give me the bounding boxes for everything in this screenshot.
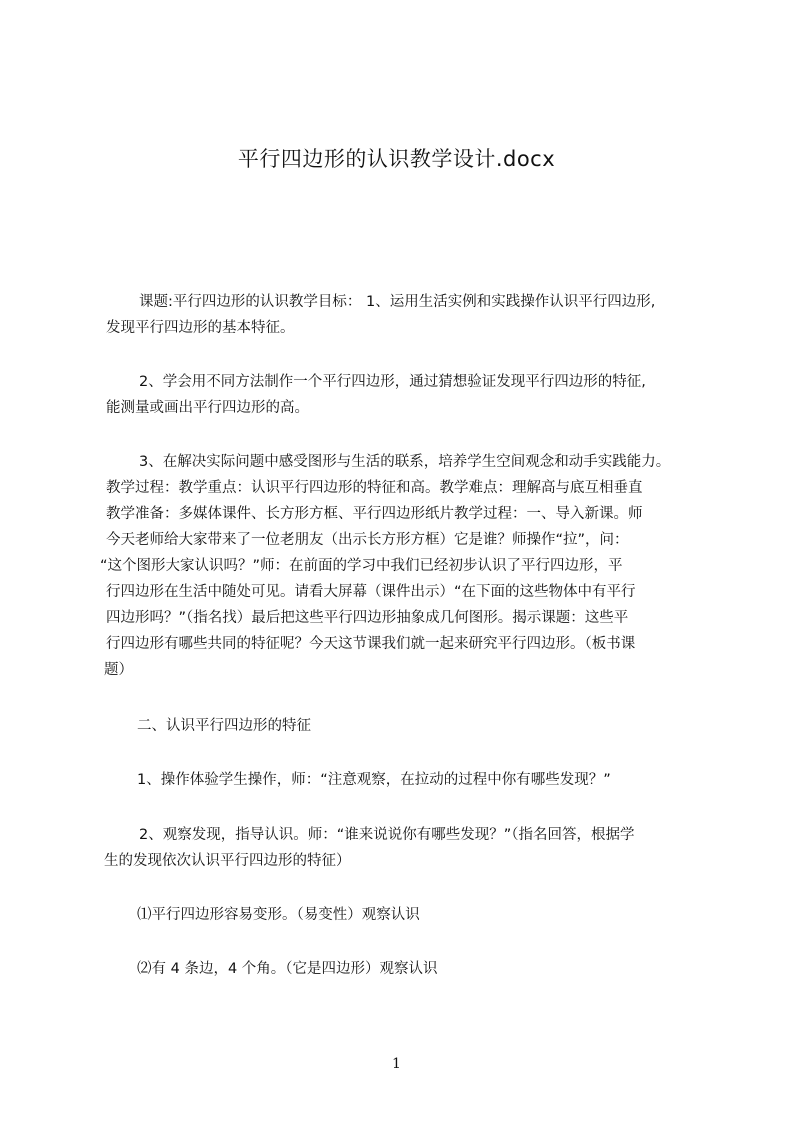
body-line: ⑵有 4 条边，4 个角。（它是四边形）观察认识 bbox=[137, 961, 438, 977]
page-number: 1 bbox=[392, 1056, 401, 1072]
body-line: 1、操作体验学生操作，师：“注意观察，在拉动的过程中你有哪些发现？” bbox=[137, 772, 611, 788]
document-title: 平行四边形的认识教学设计.docx bbox=[237, 147, 556, 171]
body-line: 3、在解决实际问题中感受图形与生活的联系，培养学生空间观念和动手实践能力。 bbox=[139, 454, 671, 470]
body-line: 今天老师给大家带来了一位老朋友（出示长方形方框）它是谁？师操作“拉”，问： bbox=[106, 532, 629, 548]
body-line: 教学过程：教学重点：认识平行四边形的特征和高。教学难点：理解高与底互相垂直 bbox=[106, 480, 643, 496]
body-line: 行四边形在生活中随处可见。请看大屏幕（课件出示）“在下面的这些物体中有平行 bbox=[106, 584, 636, 600]
body-line: “这个图形大家认识吗？”师：在前面的学习中我们已经初步认识了平行四边形，平 bbox=[100, 558, 623, 574]
body-line: 题） bbox=[104, 662, 133, 678]
body-line: 生的发现依次认识平行四边形的特征） bbox=[104, 853, 351, 869]
body-line: 课题:平行四边形的认识教学目标： 1、运用生活实例和实践操作认识平行四边形, bbox=[139, 294, 656, 310]
body-line: 行四边形有哪些共同的特征呢？今天这节课我们就一起来研究平行四边形。（板书课 bbox=[106, 636, 636, 652]
body-line: 2、学会用不同方法制作一个平行四边形，通过猜想验证发现平行四边形的特征, bbox=[139, 374, 646, 390]
section-heading: 二、认识平行四边形的特征 bbox=[137, 718, 311, 734]
body-line: ⑴平行四边形容易变形。（易变性）观察认识 bbox=[137, 907, 420, 923]
body-line: 四边形吗？”（指名找）最后把这些平行四边形抽象成几何图形。揭示课题：这些平 bbox=[106, 610, 629, 626]
body-line: 教学准备：多媒体课件、长方形方框、平行四边形纸片教学过程：一、导入新课。师 bbox=[106, 506, 643, 522]
body-line: 发现平行四边形的基本特征。 bbox=[106, 320, 295, 336]
body-line: 能测量或画出平行四边形的高。 bbox=[106, 400, 309, 416]
body-line: 2、观察发现，指导认识。师：“谁来说说你有哪些发现？”（指名回答，根据学 bbox=[139, 827, 635, 843]
